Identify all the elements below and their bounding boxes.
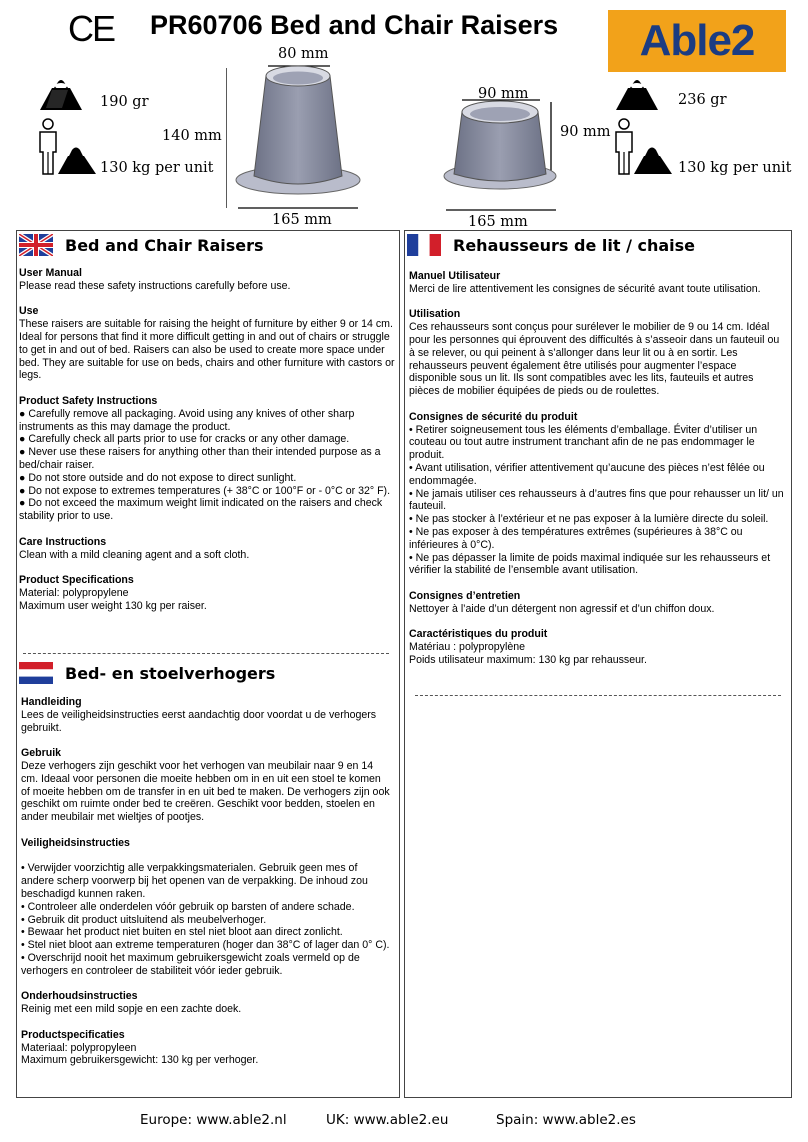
dutch-safety-item: • Stel niet bloot aan extreme temperaturen (hoger dan 38°C of lager dan 0° C). <box>21 939 390 952</box>
weight-scale-icon <box>614 78 660 112</box>
french-safety-item: • Avant utilisation, vérifier attentivement qu’aucune des pièces n’est fêlée ou endommagée. <box>409 461 765 487</box>
english-safety-item: ● Never use these raisers for anything other than their intended purpose as a bed/chair raiser. <box>19 446 381 471</box>
english-safety-item: ● Carefully check all parts prior to use for cracks or any other damage. <box>19 433 350 446</box>
dutch-heading <box>19 662 275 684</box>
english-spec-weight: Maximum user weight 130 kg per raiser. <box>19 599 207 612</box>
footer-europe-link[interactable]: Europe: www.able2.nl <box>140 1112 287 1128</box>
english-care-heading: Care Instructions <box>19 535 107 548</box>
left-height: 140 mm <box>162 128 222 144</box>
french-safety-item: • Retirer soigneusement tous les éléments d’emballage. Éviter d’utiliser un couteau ou tout autre instrument tranchant afin de ne pas endommager le produit. <box>409 423 758 462</box>
footer <box>0 1108 808 1138</box>
english-spec-material: Material: polypropylene <box>19 586 129 599</box>
document-title: PR60706 Bed and Chair Raisers <box>150 10 559 40</box>
dutch-title: Bed- en stoelverhogers <box>65 663 276 683</box>
english-safety-item: ● Carefully remove all packaging. Avoid using any knives of other sharp instruments as this may damage the product. <box>19 407 355 433</box>
french-use-heading: Utilisation <box>409 308 461 321</box>
french-safety-heading: Consignes de sécurité du produit <box>409 410 578 423</box>
nl-flag-icon <box>19 662 53 684</box>
dutch-use-heading: Gebruik <box>21 747 62 760</box>
english-safety-item: ● Do not expose to extremes temperatures (+ 38°C or 100°F or - 0°C or 32° F). <box>19 484 391 497</box>
dutch-manual-heading: Handleiding <box>21 696 82 708</box>
fr-flag-icon <box>407 234 441 256</box>
header <box>0 0 808 230</box>
footer-spain-link[interactable]: Spain: www.able2.es <box>496 1112 636 1128</box>
dutch-safety-heading: Veiligheidsinstructies <box>21 836 130 849</box>
dutch-spec-weight: Maximum gebruikersgewicht: 130 kg per verhoger. <box>21 1054 259 1067</box>
dutch-safety-item: • Overschrijd nooit het maximum gebruikersgewicht zoals vermeld op de verhogers en controleer de stabiliteit vóór ieder gebruik. <box>21 951 360 977</box>
right-height: 90 mm <box>560 124 611 140</box>
english-manual-text: Please read these safety instructions carefully before use. <box>19 279 291 292</box>
dutch-use-text: Deze verhogers zijn geschikt voor het verhogen van meubilair naar 9 en 14 cm. Ideaal voor personen die moeite hebben om in en uit een stoel te komen of moeite hebben om de transfer in en uit bed te maken. De verhogers zijn ook geschikt om ruimte onder bed te creëren. Geschikt voor bedden, stoelen en ander meubilair met wieltjes of pootjes. <box>21 759 390 824</box>
brand-name: Able2 <box>639 16 755 65</box>
english-safety-item: ● Do not store outside and do not expose to direct sunlight. <box>19 471 297 484</box>
french-manual-heading: Manuel Utilisateur <box>409 270 501 282</box>
right-top-diameter: 90 mm <box>478 86 529 102</box>
person-load-icon <box>612 118 674 176</box>
right-weight: 236 gr <box>678 92 727 108</box>
english-use-heading: Use <box>19 305 39 318</box>
dutch-safety-item: • Controleer alle onderdelen vóór gebruik op barsten of andere schade. <box>21 900 355 913</box>
french-heading <box>407 234 695 256</box>
ce-mark: CE <box>68 8 115 49</box>
french-manual-text: Merci de lire attentivement les consignes de sécurité avant toute utilisation. <box>409 282 761 295</box>
dutch-safety-item: • Gebruik dit product uitsluitend als meubelverhoger. <box>21 913 267 926</box>
footer-uk-link[interactable]: UK: www.able2.eu <box>326 1112 449 1128</box>
french-care-heading: Consignes d’entretien <box>409 589 521 602</box>
dutch-spec-heading: Productspecificaties <box>21 1028 125 1041</box>
english-spec-heading: Product Specifications <box>19 574 134 587</box>
french-safety-item: • Ne pas exposer à des températures extrêmes (supérieures à 38°C ou inférieures à 0°C). <box>409 525 743 551</box>
english-safety-item: ● Do not exceed the maximum weight limit indicated on the raisers and check stability prior to use. <box>19 497 383 523</box>
dutch-care-heading: Onderhoudsinstructies <box>21 990 138 1003</box>
english-heading <box>19 234 264 256</box>
french-spec-weight: Poids utilisateur maximum: 130 kg par rehausseur. <box>409 653 647 666</box>
right-base-diameter: 165 mm <box>468 214 528 230</box>
brand-logo <box>608 10 786 72</box>
section-divider <box>415 695 781 696</box>
french-spec-material: Matériau : polypropylène <box>409 641 526 654</box>
right-load: 130 kg per unit <box>678 160 792 176</box>
dutch-safety-item: • Bewaar het product niet buiten en stel niet bloot aan direct zonlicht. <box>21 926 343 939</box>
french-care-text: Nettoyer à l’aide d’un détergent non agressif et d’un chiffon doux. <box>409 602 715 615</box>
french-safety-item: • Ne jamais utiliser ces rehausseurs à d’autres fins que pour rehausser un lit/ un fauteuil. <box>409 487 784 513</box>
person-load-icon <box>36 118 98 176</box>
dutch-safety-item: • Verwijder voorzichtig alle verpakkingsmaterialen. Gebruik geen mes of andere scherp voorwerp bij het openen van de verpakking. De inhoud zou beschadigd kunnen raken. <box>21 862 368 900</box>
tall-raiser-drawing <box>226 58 370 218</box>
french-spec-heading: Caractéristiques du produit <box>409 628 548 641</box>
dutch-manual-text: Lees de veiligheidsinstructies eerst aandachtig door voordat u de verhogers gebruikt. <box>21 708 377 734</box>
french-title: Rehausseurs de lit / chaise <box>453 235 696 255</box>
english-body <box>19 267 395 613</box>
weight-scale-icon <box>38 78 84 112</box>
left-weight: 190 gr <box>100 94 149 110</box>
left-top-diameter: 80 mm <box>278 46 329 62</box>
uk-flag-icon <box>19 234 53 256</box>
french-use-text: Ces rehausseurs sont conçus pour surélever le mobilier de 9 ou 14 cm. Idéal pour les personnes qui éprouvent des difficultés à s’asseoir dans un fauteuil ou à se relever, ou qui peinent à s’allonger dans leur lit ou à en sortir. Les rehausseurs peuvent également être utilisés pour augmenter l’espace disponible sous un lit. Ils sont compatibles avec les lits, fauteuils et autres pièces de mobilier équipées de pieds ou de roulettes. <box>409 321 780 398</box>
dutch-care-text: Reinig met een mild sopje en een zachte doek. <box>21 1003 242 1016</box>
english-title: Bed and Chair Raisers <box>65 235 264 255</box>
left-base-diameter: 165 mm <box>272 212 332 228</box>
dutch-spec-material: Materiaal: polypropyleen <box>21 1041 137 1054</box>
french-safety-item: • Ne pas stocker à l’extérieur et ne pas exposer à la lumière directe du soleil. <box>409 513 769 526</box>
section-divider <box>23 653 389 654</box>
short-raiser-drawing <box>440 92 560 216</box>
english-use-text: These raisers are suitable for raising the height of furniture by either 9 or 14 cm. Ideal for persons that find it more difficult getting in and out of chairs or struggle to get in and out of bed. Raisers can also be used to create more space under bed. They are suitable for use on beds, chairs and other furniture with castors or legs. <box>19 318 395 382</box>
left-load: 130 kg per unit <box>100 160 214 176</box>
english-care-text: Clean with a mild cleaning agent and a soft cloth. <box>19 548 250 561</box>
english-safety-heading: Product Safety Instructions <box>19 394 158 407</box>
french-safety-item: • Ne pas dépasser la limite de poids maximal indiquée sur les rehausseurs et vérifier la stabilité de l’ensemble avant utilisation. <box>409 551 771 577</box>
english-manual-heading: User Manual <box>19 267 82 279</box>
left-panel <box>16 230 400 1098</box>
right-panel <box>404 230 792 1098</box>
dutch-body <box>21 696 391 1067</box>
french-body <box>409 270 785 667</box>
